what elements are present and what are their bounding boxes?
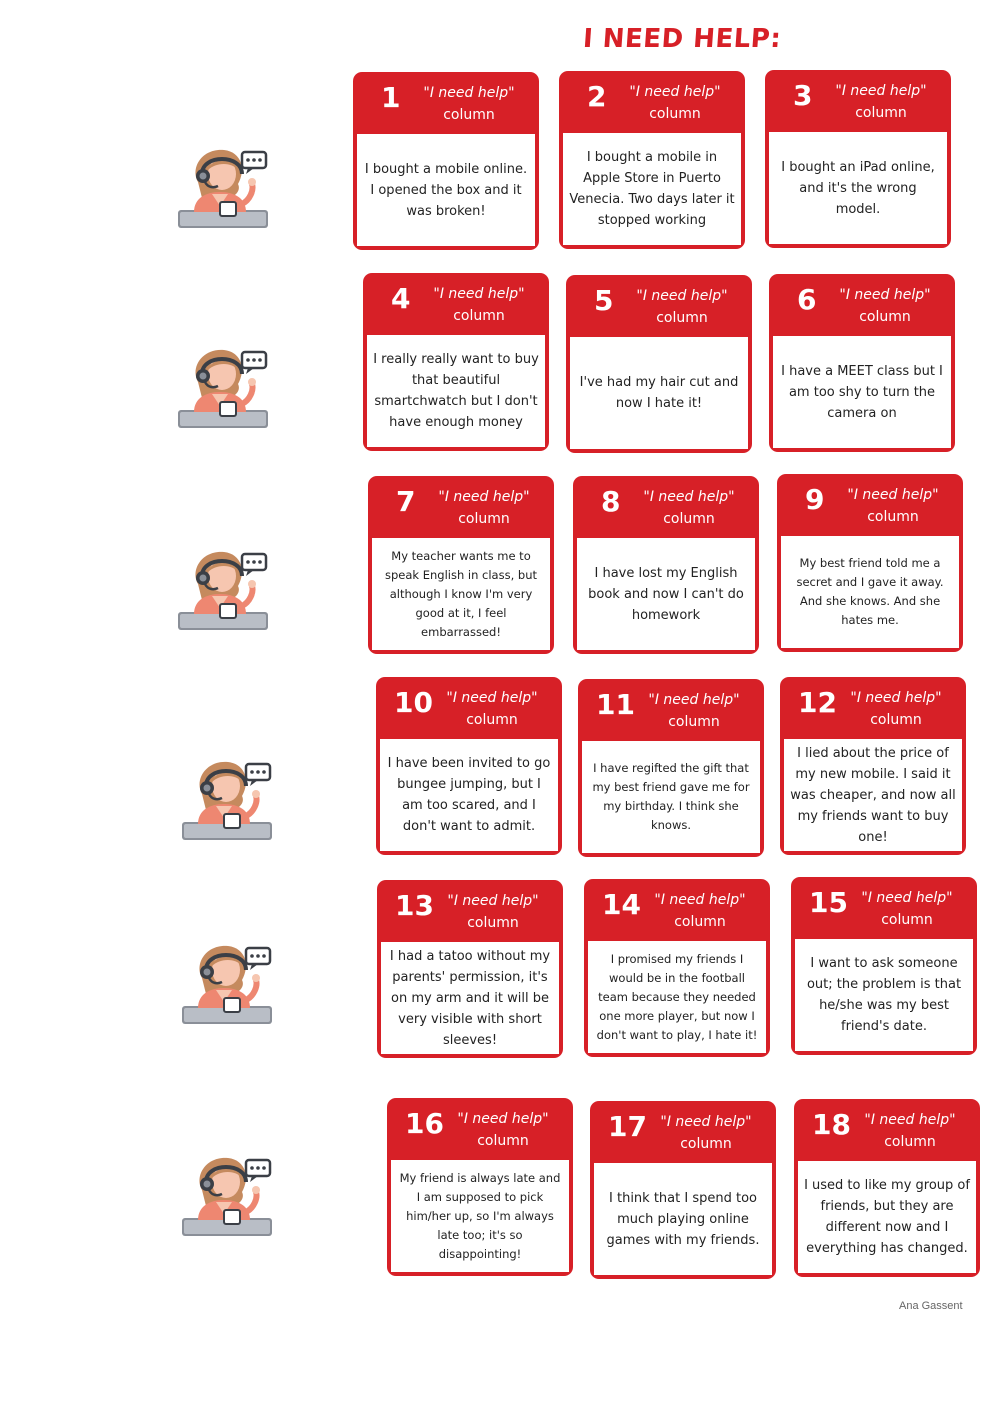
- card-tag: "I need help": [423, 85, 515, 101]
- card-number: 11: [596, 688, 635, 721]
- card-tag: "I need help": [835, 83, 927, 99]
- card-column-label: column: [867, 509, 919, 525]
- card-number: 6: [797, 283, 817, 316]
- help-card: [566, 275, 752, 453]
- card-text: [594, 1163, 772, 1275]
- card-problem-text: I bought an iPad online, and it's the wrong model.: [781, 159, 935, 217]
- card-column-label: column: [477, 1133, 529, 1149]
- card-header: [798, 1099, 976, 1161]
- card-tag: "I need help": [864, 1112, 956, 1128]
- card-text: [781, 536, 959, 648]
- card-column-label: column: [855, 105, 907, 121]
- card-text: [582, 741, 760, 853]
- card-number: 13: [395, 889, 434, 922]
- card-text: [570, 337, 748, 449]
- call-center-agent-icon: [172, 542, 272, 642]
- card-text: [563, 133, 741, 245]
- card-tag: "I need help": [660, 1114, 752, 1130]
- card-tag: "I need help": [446, 690, 538, 706]
- card-tag: "I need help": [850, 690, 942, 706]
- card-number: 5: [594, 284, 614, 317]
- card-header: [781, 474, 959, 536]
- card-tag: "I need help": [636, 288, 728, 304]
- help-card: [559, 71, 745, 249]
- card-number: 7: [396, 485, 416, 518]
- help-card: [794, 1099, 980, 1277]
- card-problem-text: I really really want to buy that beautiful smartchwatch but I don't have enough money: [373, 352, 539, 430]
- card-column-label: column: [859, 309, 911, 325]
- card-problem-text: I want to ask someone out; the problem is that he/she was my best friend's date.: [806, 956, 962, 1034]
- card-number: 12: [798, 686, 837, 719]
- card-header: [577, 476, 755, 538]
- card-column-label: column: [663, 511, 715, 527]
- card-number: 16: [405, 1107, 444, 1140]
- card-problem-text: I lied about the price of my new mobile. I said it was cheaper, and now all my friends want to buy one!: [790, 745, 956, 845]
- help-card: [376, 677, 562, 855]
- card-problem-text: My friend is always late and I am supposed to pick him/her up, so I'm always late too; it's so disappointing!: [399, 1170, 561, 1261]
- card-column-label: column: [674, 914, 726, 930]
- card-number: 8: [601, 485, 621, 518]
- call-center-agent-icon: [172, 140, 272, 240]
- card-header: [769, 70, 947, 132]
- card-problem-text: I've had my hair cut and now I hate it!: [579, 375, 739, 411]
- help-card: [363, 273, 549, 451]
- card-tag: "I need help": [447, 893, 539, 909]
- card-header: [594, 1101, 772, 1163]
- card-number: 3: [793, 79, 813, 112]
- card-problem-text: I bought a mobile in Apple Store in Puerto Venecia. Two days later it stopped working: [569, 150, 735, 228]
- card-number: 9: [805, 483, 825, 516]
- card-column-label: column: [458, 511, 510, 527]
- card-column-label: column: [884, 1134, 936, 1150]
- card-column-label: column: [680, 1136, 732, 1152]
- card-number: 10: [394, 686, 433, 719]
- card-column-label: column: [881, 912, 933, 928]
- card-header: [795, 877, 973, 939]
- card-text: [773, 336, 951, 448]
- card-tag: "I need help": [457, 1111, 549, 1127]
- card-column-label: column: [467, 915, 519, 931]
- help-card: [584, 879, 770, 1057]
- card-problem-text: My best friend told me a secret and I gave it away. And she knows. And she hates me.: [796, 556, 944, 627]
- card-problem-text: I have regifted the gift that my best friend gave me for my birthday. I think she knows.: [592, 761, 750, 832]
- help-card: [791, 877, 977, 1055]
- card-tag: "I need help": [629, 84, 721, 100]
- card-tag: "I need help": [643, 489, 735, 505]
- card-tag: "I need help": [438, 489, 530, 505]
- call-center-agent-icon: [176, 752, 276, 852]
- card-header: [357, 72, 535, 134]
- card-number: 1: [381, 81, 401, 114]
- card-number: 4: [391, 282, 411, 315]
- card-text: [588, 941, 766, 1053]
- card-header: [570, 275, 748, 337]
- card-text: [784, 739, 962, 851]
- card-problem-text: I have lost my English book and now I can't do homework: [588, 565, 744, 623]
- help-card: [353, 72, 539, 250]
- card-header: [582, 679, 760, 741]
- card-header: [367, 273, 545, 335]
- card-text: [381, 942, 559, 1054]
- help-card: [387, 1098, 573, 1276]
- card-tag: "I need help": [861, 890, 953, 906]
- help-card: [777, 474, 963, 652]
- card-header: [563, 71, 741, 133]
- card-number: 15: [809, 886, 848, 919]
- card-problem-text: I bought a mobile online. I opened the box and it was broken!: [364, 161, 528, 219]
- card-column-label: column: [656, 310, 708, 326]
- help-card: [573, 476, 759, 654]
- card-column-label: column: [466, 712, 518, 728]
- card-header: [773, 274, 951, 336]
- card-text: [380, 739, 558, 851]
- card-header: [784, 677, 962, 739]
- card-tag: "I need help": [839, 287, 931, 303]
- card-column-label: column: [668, 714, 720, 730]
- card-tag: "I need help": [847, 487, 939, 503]
- help-card: [769, 274, 955, 452]
- card-number: 14: [602, 888, 641, 921]
- help-card: [368, 476, 554, 654]
- call-center-agent-icon: [172, 340, 272, 440]
- card-problem-text: I promised my friends I would be in the football team because they needed one more player, but now I don't want to play, I hate it!: [596, 951, 758, 1042]
- card-number: 17: [608, 1110, 647, 1143]
- card-problem-text: My teacher wants me to speak English in class, but although I know I'm very good at it, I feel embarrassed!: [384, 548, 537, 639]
- card-text: [769, 132, 947, 244]
- card-header: [372, 476, 550, 538]
- card-tag: "I need help": [648, 692, 740, 708]
- card-text: [357, 134, 535, 246]
- card-column-label: column: [443, 107, 495, 123]
- card-text: [391, 1160, 569, 1272]
- card-problem-text: I had a tatoo without my parents' permission, it's on my arm and it will be very visible with short sleeves!: [389, 948, 551, 1048]
- card-text: [798, 1161, 976, 1273]
- call-center-agent-icon: [176, 936, 276, 1036]
- help-card: [590, 1101, 776, 1279]
- author-credit: Ana Gassent: [899, 1300, 963, 1312]
- card-header: [381, 880, 559, 942]
- card-problem-text: I used to like my group of friends, but they are different now and I everything has changed.: [804, 1178, 970, 1256]
- card-tag: "I need help": [433, 286, 525, 302]
- help-card: [780, 677, 966, 855]
- card-tag: "I need help": [654, 892, 746, 908]
- card-number: 2: [587, 80, 607, 113]
- page-title: I NEED HELP:: [581, 24, 783, 54]
- card-column-label: column: [453, 308, 505, 324]
- help-card: [377, 880, 563, 1058]
- card-column-label: column: [870, 712, 922, 728]
- card-number: 18: [812, 1108, 851, 1141]
- card-header: [588, 879, 766, 941]
- card-problem-text: I think that I spend too much playing online games with my friends.: [606, 1190, 760, 1248]
- help-card: [578, 679, 764, 857]
- card-text: [577, 538, 755, 650]
- card-header: [380, 677, 558, 739]
- card-problem-text: I have a MEET class but I am too shy to turn the camera on: [781, 363, 943, 421]
- card-text: [367, 335, 545, 447]
- help-card: [765, 70, 951, 248]
- call-center-agent-icon: [176, 1148, 276, 1248]
- card-problem-text: I have been invited to go bungee jumping, but I am too scared, and I don't want to admit.: [387, 756, 551, 834]
- card-header: [391, 1098, 569, 1160]
- card-text: [372, 538, 550, 650]
- card-column-label: column: [649, 106, 701, 122]
- card-text: [795, 939, 973, 1051]
